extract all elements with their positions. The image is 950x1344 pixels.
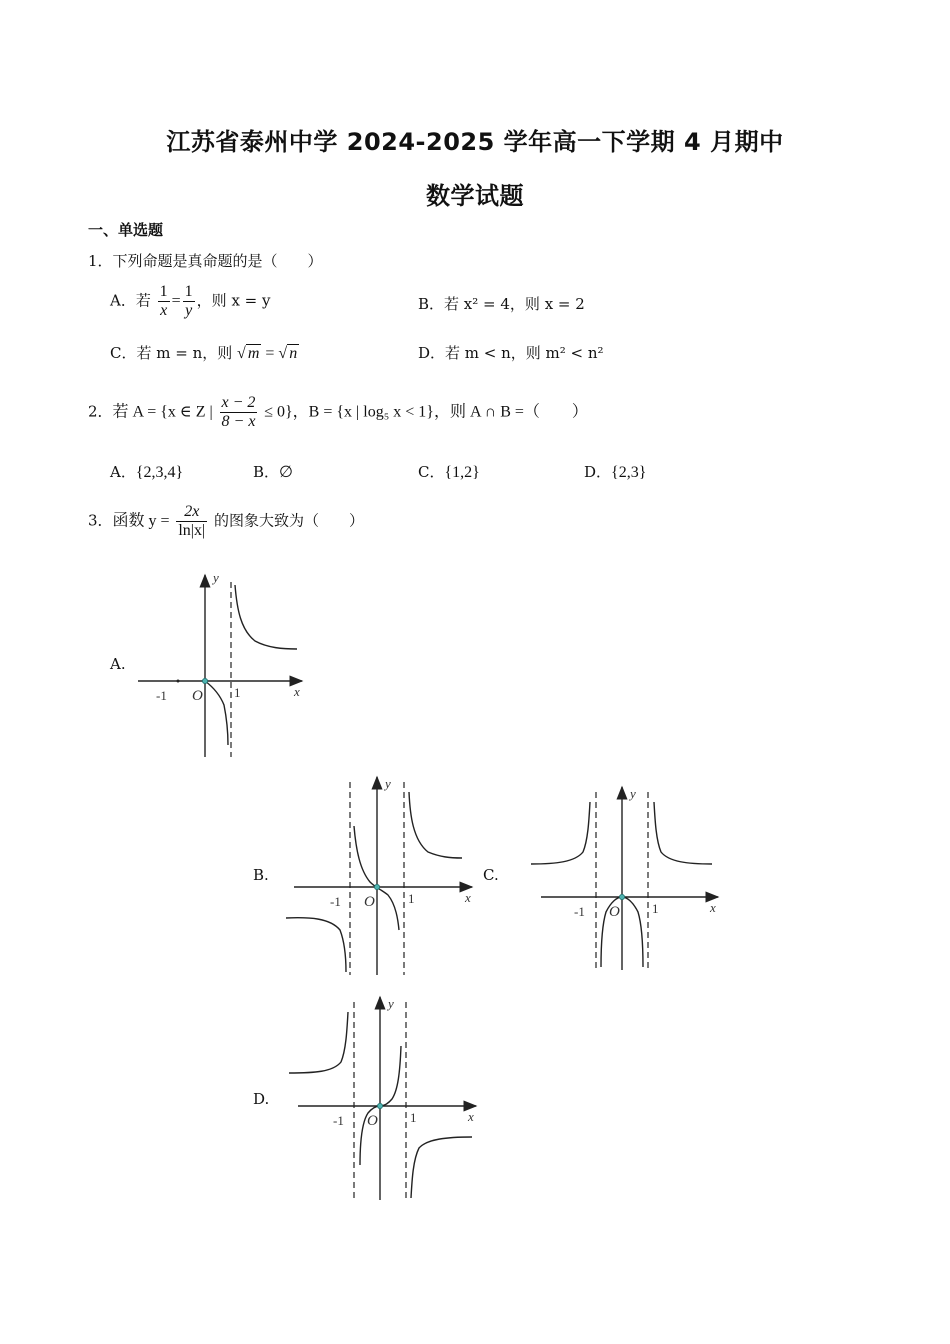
option-label: D． [418, 344, 446, 362]
q2-frac-den: 8 − x [221, 413, 256, 430]
q1-option-d [418, 342, 604, 363]
curve-branch [289, 1012, 348, 1073]
neg-one-label: -1 [156, 688, 167, 703]
x-label: x [468, 1109, 474, 1124]
tick-mark [177, 680, 180, 683]
y-label: y [630, 786, 636, 801]
curve-branch [205, 681, 228, 745]
option-value: {2,3} [611, 464, 647, 481]
q1-stem: 1．下列命题是真命题的是（ ） [88, 252, 323, 270]
origin-point [377, 1103, 382, 1108]
x-label: x [710, 900, 716, 915]
q3-frac-den: ln|x| [178, 522, 206, 539]
q3-label: 3． [88, 511, 113, 530]
q2-option-c [418, 461, 480, 482]
graph-a [130, 565, 320, 765]
q1-option-b [418, 293, 585, 314]
curve-branch [286, 918, 346, 972]
y-label: y [213, 570, 219, 585]
option-label: B． [253, 463, 280, 481]
origin-label: O [367, 1113, 378, 1129]
option-label: A． [110, 291, 136, 310]
q3-stem [88, 503, 364, 540]
x-label: x [294, 684, 300, 699]
neg-one-label: -1 [574, 904, 585, 919]
q3-pre: 函数 y = [112, 512, 170, 530]
y-label: y [388, 996, 394, 1011]
origin-label: O [364, 894, 375, 910]
sqrt-n: n [289, 345, 298, 362]
q1-b-text: 若 x² = 4，则 x = 2 [444, 295, 585, 313]
origin-point [619, 894, 624, 899]
one-label: 1 [652, 901, 659, 916]
fraction-1-over-y: $\frac{1}{y}$ [184, 283, 193, 319]
q3-post: 的图象大致为（ ） [214, 511, 365, 530]
x-label: x [465, 890, 471, 905]
q2-fraction [220, 394, 258, 431]
q1-d-text: 若 m < n，则 m² < n² [445, 344, 604, 362]
q2-frac-num: x − 2 [221, 394, 256, 411]
fraction-1-over-x: $\frac{1}{x}$ [159, 283, 168, 319]
q2-option-a [110, 461, 183, 482]
curve-branch [409, 792, 462, 858]
origin-point [374, 884, 379, 889]
option-label: D． [584, 463, 612, 481]
one-label: 1 [408, 891, 415, 906]
curve-branch [411, 1137, 472, 1198]
option-value: ∅ [279, 464, 293, 481]
q2-option-b [253, 461, 293, 482]
q1-c-pre: 若 m = n，则 [136, 344, 233, 362]
q1-option-c: C．若 m = n，则 √ m = √ n [110, 344, 298, 362]
graph-c [524, 780, 724, 975]
q1-a-pre: 若 [135, 291, 151, 310]
q3-frac-num: 2x [176, 503, 207, 522]
one-label: 1 [234, 685, 241, 700]
q2-pre: 若 A = {x ∈ Z | [112, 403, 213, 421]
q1-a-post: ，则 x = y [196, 291, 271, 310]
page-subtitle: 数学试题 [426, 182, 524, 210]
q3-option-a-label: A. [110, 655, 126, 673]
origin-label: O [192, 688, 203, 704]
q3-fraction [176, 503, 207, 540]
q1-option-a: A．若 $\frac{1}{x}$ = $\frac{1}{y}$ ，则 x = y [110, 283, 271, 319]
option-label: A． [110, 463, 136, 481]
graph-b [278, 770, 478, 980]
one-label: 1 [410, 1110, 417, 1125]
sqrt-m: m [247, 345, 260, 362]
q2-stem [88, 394, 588, 431]
curve-branch [531, 802, 590, 864]
q2-mid: ≤ 0}，B = {x | log₅ x < 1}，则 A ∩ B =（ ） [264, 403, 588, 421]
option-value: {1,2} [444, 464, 480, 481]
neg-one-label: -1 [333, 1113, 344, 1128]
graph-d [282, 990, 482, 1205]
q2-option-d [584, 461, 646, 482]
q2-label: 2． [88, 402, 113, 421]
option-label: B． [418, 295, 445, 313]
option-value: {2,3,4} [135, 464, 184, 481]
origin-label: O [609, 904, 620, 920]
neg-one-label: -1 [330, 894, 341, 909]
option-label: C． [110, 344, 137, 362]
page-title: 江苏省泰州中学 2024-2025 学年高一下学期 4 月期中 [166, 128, 784, 156]
option-label: C． [418, 463, 445, 481]
curve-branch [654, 802, 712, 864]
origin-point [202, 678, 207, 683]
q3-option-c-label: C. [483, 866, 499, 884]
y-label: y [385, 776, 391, 791]
section-heading: 一、单选题 [88, 221, 164, 239]
curve-branch [235, 585, 297, 649]
q3-option-b-label: B. [253, 866, 269, 884]
q3-option-d-label: D. [253, 1090, 270, 1108]
